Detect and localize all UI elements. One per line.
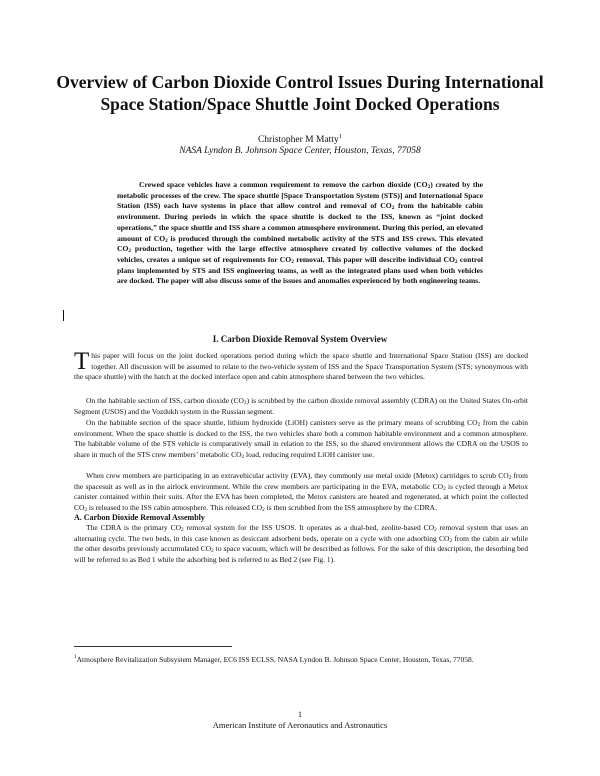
title-line-2: Space Station/Space Shuttle Joint Docked Operations	[100, 94, 500, 114]
footnote-text: Atmosphere Revitalization Subsystem Manager, EC6 ISS ECLSS, NASA Lyndon B. Johnson Space Center, Houston, Texas, 77058.	[76, 655, 474, 664]
subsection-heading: A. Carbon Dioxide Removal Assembly	[74, 513, 205, 522]
author-footnote-mark: 1	[338, 133, 343, 140]
drop-cap: T	[74, 348, 90, 375]
page-number: 1	[298, 710, 302, 719]
paper-title	[40, 71, 560, 115]
footer-organization: American Institute of Aeronautics and Astronautics	[212, 720, 388, 730]
footnote	[74, 655, 528, 666]
author-affiliation: NASA Lyndon B. Johnson Space Center, Houston, Texas, 77058	[179, 146, 421, 156]
paragraph-4: When crew members are participating in an extravehicular activity (EVA), they commonly use metal oxide (Metox) cartridges to scrub $CO_2$ from the spacesuit as well as in the airlock environment. While the crew members are participating in the EVA, metabolic $CO_2$ is cycled through a Metox canister contained within their suits. After the EVA has been completed, the Metox canisters are heated and regenerated, at which point the collected $CO_2$ is released to the ISS cabin atmosphere. This released $CO_2$ is then scrubbed from the ISS atmosphere by the CDRA.	[74, 471, 528, 513]
footnote-mark: 1	[74, 654, 77, 660]
paragraph-3: On the habitable section of the space shuttle, lithium hydroxide (LiOH) canisters serve as the primary means of scrubbing $CO_2$ from the cabin environment. When the space shuttle is docked to the ISS, the two vehicles share both a common habitable environment and a common atmosphere. The habitable volume of the STS vehicle is comparatively small in relation to the ISS, so the shared environment allows the CDRA on the USOS to share in much of the STS crew members’ metabolic $CO_2$ load, reducing required LiOH canister use.	[74, 418, 529, 460]
footnote-rule	[74, 646, 232, 647]
paragraph-2: On the habitable section of ISS, carbon dioxide $(CO_2)$ is scrubbed by the carbon dioxide removal assembly (CDRA) on the United States On-orbit Segment (USOS) and the Vozdukh system in the Russian segment.	[74, 396, 528, 416]
title-line-1: Overview of Carbon Dioxide Control Issues During International	[56, 72, 544, 92]
paragraph-1: This paper will focus on the joint docked operations period during which the space shuttle and International Space Station (ISS) are docked together. All discussion will be assumed to relate to the two-vehicle system of ISS and the Space Transportation System (STS; synonymous with the space shuttle) with the hatch at the docked interface open and cabin atmosphere shared between the two vehicles.	[74, 348, 528, 382]
section-heading: I. Carbon Dioxide Removal System Overview	[212, 334, 388, 344]
paragraph-5: The CDRA is the primary $CO_2$ removal system for the ISS USOS. It operates as a dual-bed, zeolite-based $CO_2$ removal system that uses an alternating cycle. The two beds, in this case known as desiccant adsorbent beds, operate on a cycle with one adsorbing $CO_2$ from the cabin air while the other desorbs previously accumulated $CO_2$ to space vacuum, which will be described as follows. For the sake of this description, the desorbing bed will be referred to as Bed 1 while the adsorbing bed is referred to as Bed 2 (see Fig. 1).	[74, 523, 528, 564]
abstract: Crewed space vehicles have a common requirement to remove the carbon dioxide $(CO_2)$ created by the metabolic processes of the crew. The space shuttle [Space Transportation System (STS)] and International Space Station (ISS) each have systems in place that allow control and removal of $CO_2$ from the habitable cabin environment. During periods in which the space shuttle is docked to the ISS, known as “joint docked operations,” the space shuttle and ISS share a common atmosphere environment. During this period, an elevated amount of $CO_2$ is produced through the combined metabolic activity of the STS and ISS crews. This elevated $CO_2$ production, together with the large effective atmosphere created by collective volumes of the docked vehicles, creates a unique set of requirements for $CO_2$ removal. This paper will describe individual $CO_2$ control plans implemented by STS and ISS engineering teams, as well as the integrated plans used when both vehicles are docked. The paper will also discuss some of the issues and anomalies experienced by both engineering teams.	[117, 180, 483, 286]
text-cursor	[63, 310, 64, 321]
author-name: Christopher M Matty	[257, 135, 339, 145]
